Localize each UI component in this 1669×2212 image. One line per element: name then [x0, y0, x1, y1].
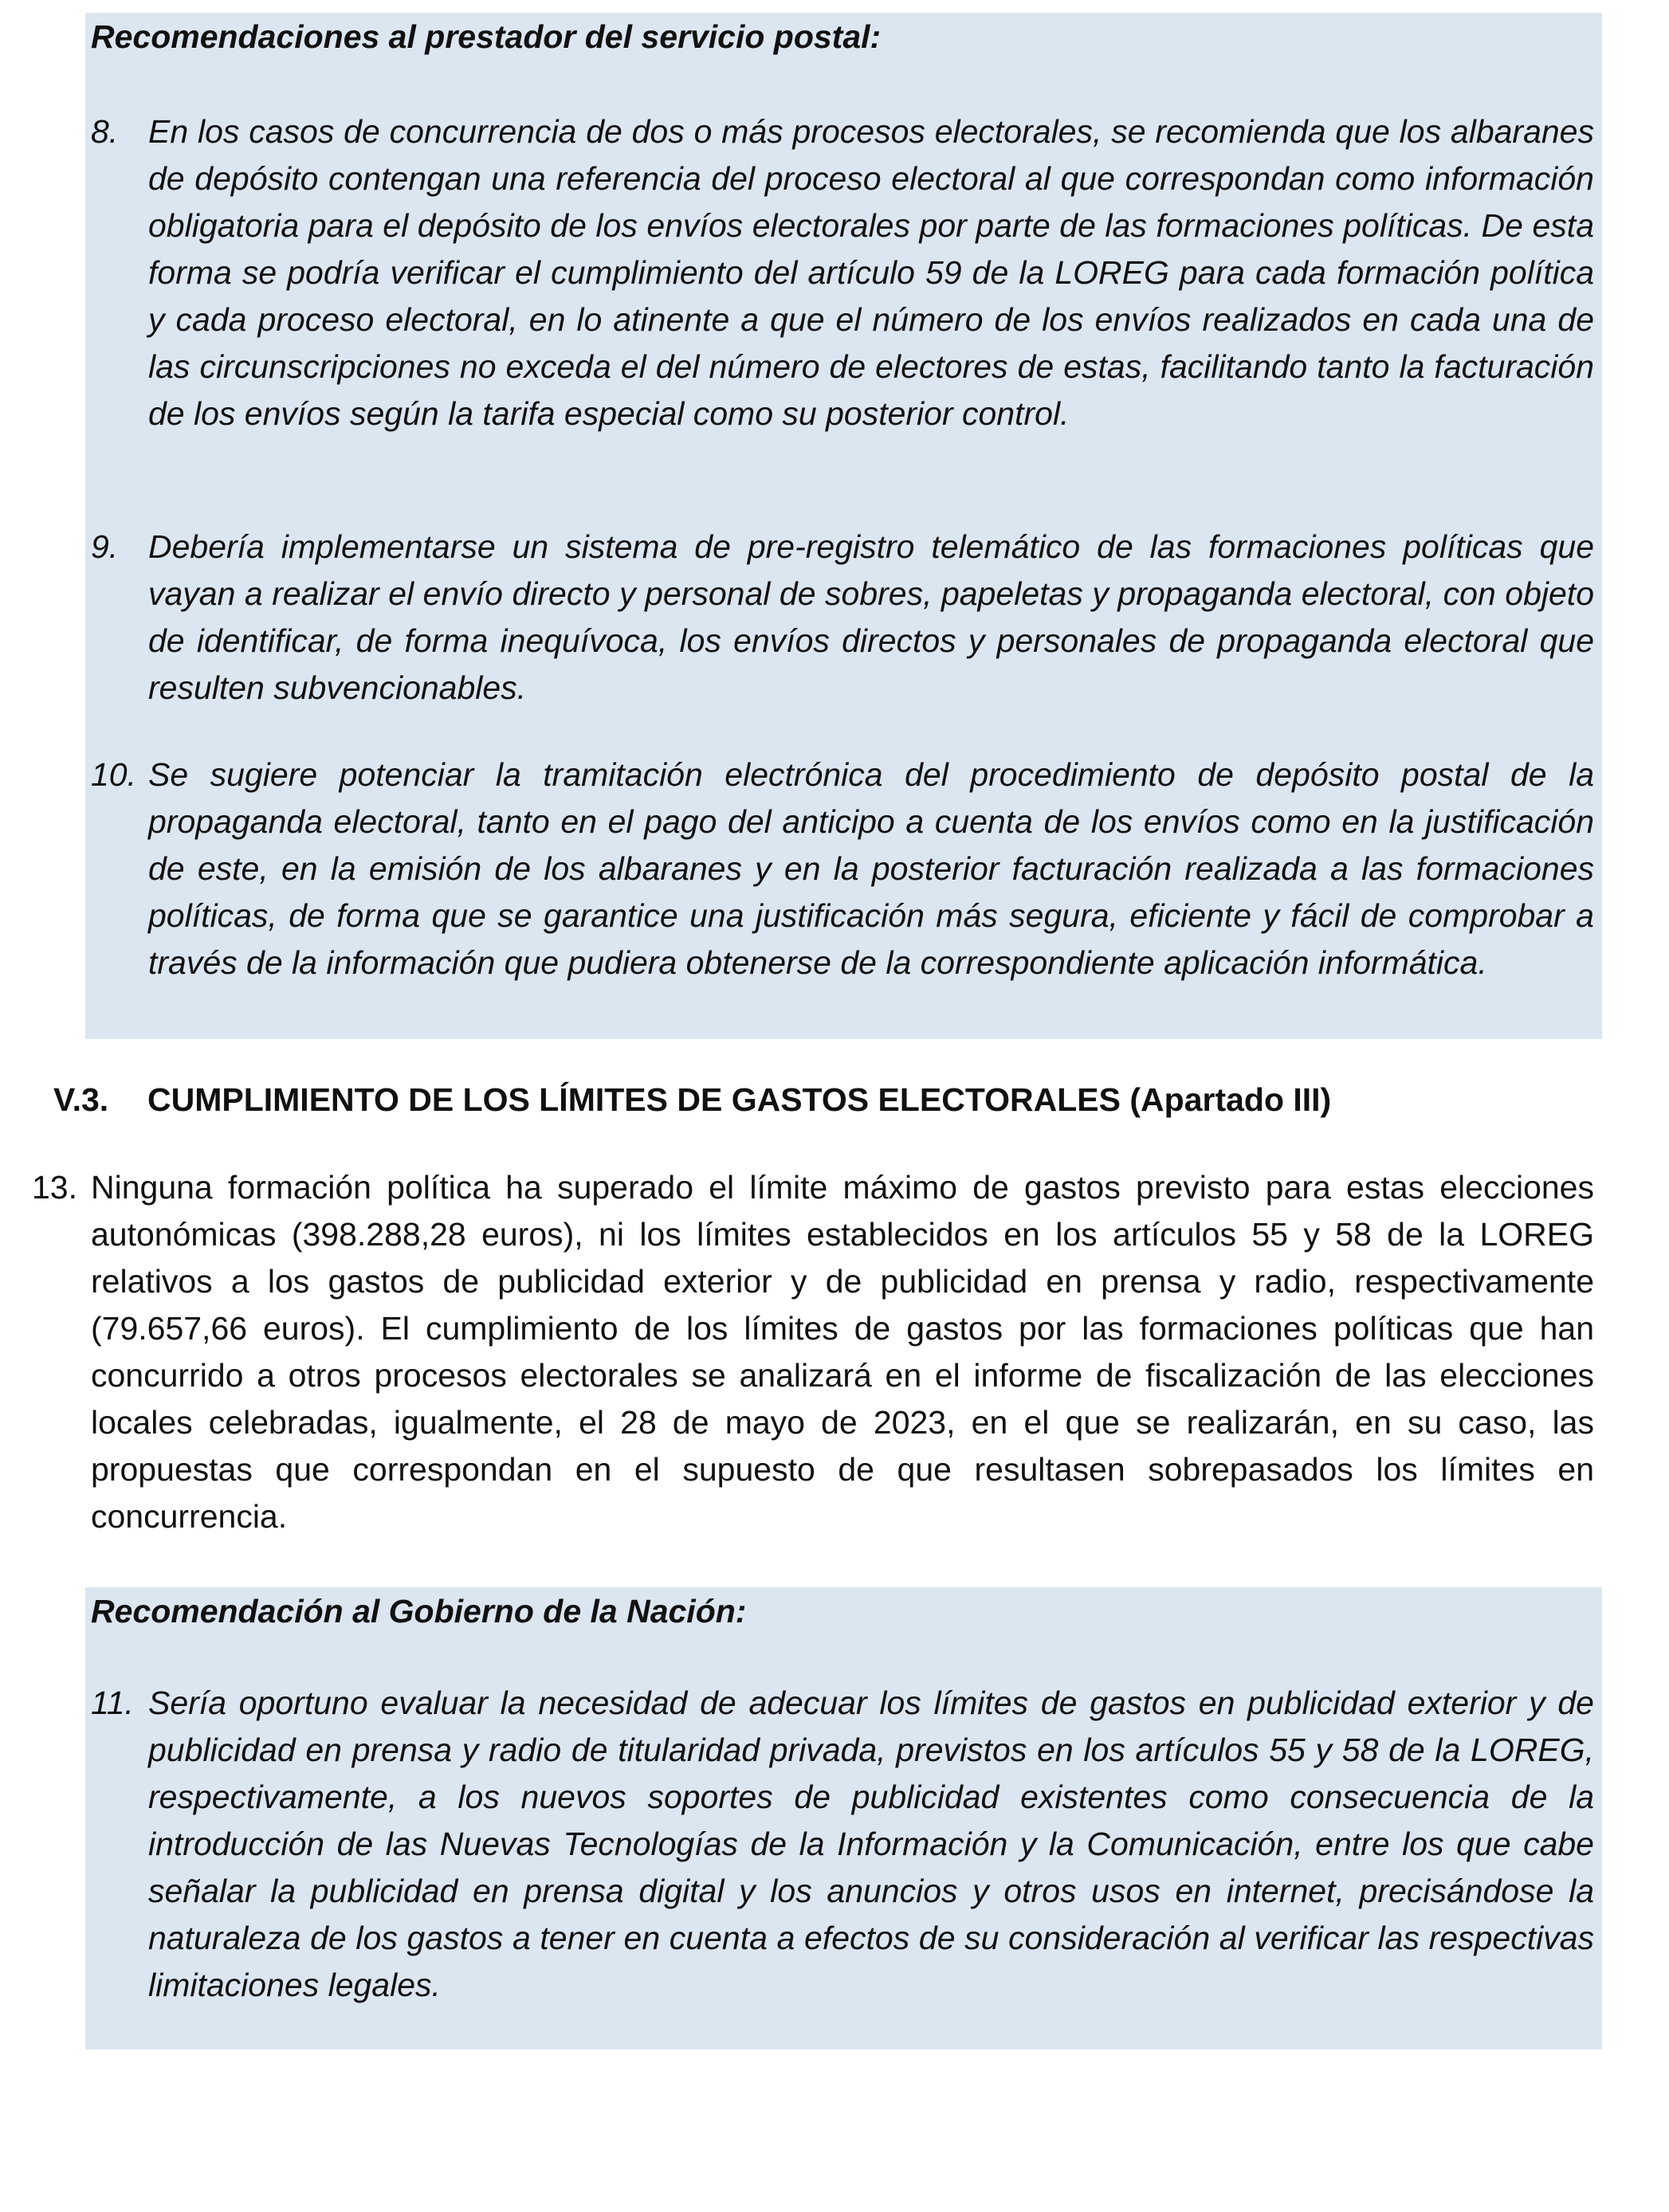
government-recommendation-heading: Recomendación al Gobierno de la Nación:: [91, 1593, 747, 1630]
paragraph-number: 13.: [32, 1169, 77, 1206]
recommendation-number: 10.: [91, 756, 136, 793]
recommendation-text: En los casos de concurrencia de dos o más procesos electorales, se recomienda que los albaranes de depósito contengan una referencia del proceso electoral al que correspondan como información obligatoria para el depósito de los envíos electorales por parte de las formaciones políticas. De esta forma se podría verificar el cumplimiento del artículo 59 de la LOREG para cada formación política y cada proceso electoral, en lo atinente a que el número de los envíos realizados en cada una de las circunscripciones no exceda el del número de electores de estas, facilitando tanto la facturación de los envíos según la tarifa especial como su posterior control.: [148, 113, 1594, 432]
recommendation-text: Sería oportuno evaluar la necesidad de adecuar los límites de gastos en publicidad exterior y de publicidad en prensa y radio de titularidad privada, previstos en los artículos 55 y 58 de la LOREG, respectivamente, a los nuevos soportes de publicidad existentes como consecuencia de la introducción de las Nuevas Tecnologías de la Información y la Comunicación, entre los que cabe señalar la publicidad en prensa digital y los anuncios y otros usos en internet, precisándose la naturaleza de los gastos a tener en cuenta a efectos de su consideración al verificar las respectivas limitaciones legales.: [148, 1684, 1594, 2003]
section-title: CUMPLIMIENTO DE LOS LÍMITES DE GASTOS ELECTORALES (Apartado III): [147, 1081, 1332, 1118]
section-heading: [53, 1076, 1331, 1124]
recommendation-number: 8.: [91, 113, 119, 150]
section-number: V.3.: [53, 1081, 109, 1118]
postal-recommendations-heading: Recomendaciones al prestador del servicio postal:: [91, 18, 882, 55]
recommendation-text: Debería implementarse un sistema de pre-registro telemático de las formaciones políticas que vayan a realizar el envío directo y personal de sobres, papeletas y propaganda electoral, con objeto de identificar, de forma inequívoca, los envíos directos y personales de propaganda electoral que resulten subvencionables.: [148, 528, 1594, 706]
recommendation-number: 11.: [91, 1684, 134, 1721]
paragraph-text: Ninguna formación política ha superado el límite máximo de gastos previsto para estas elecciones autonómicas (398.288,28 euros), ni los límites establecidos en los artículos 55 y 58 de la LOREG relativos a los gastos de publicidad exterior y de publicidad en prensa y radio, respectivamente (79.657,66 euros). El cumplimiento de los límites de gastos por las formaciones políticas que han concurrido a otros procesos electorales se analizará en el informe de fiscalización de las elecciones locales celebradas, igualmente, el 28 de mayo de 2023, en el que se realizarán, en su caso, las propuestas que correspondan en el supuesto de que resultasen sobrepasados los límites en concurrencia.: [91, 1169, 1594, 1535]
recommendation-number: 9.: [91, 528, 119, 565]
recommendation-text: Se sugiere potenciar la tramitación electrónica del procedimiento de depósito postal de la propaganda electoral, tanto en el pago del anticipo a cuenta de los envíos como en la justificación de este, en la emisión de los albaranes y en la posterior facturación realizada a las formaciones políticas, de forma que se garantice una justificación más segura, eficiente y fácil de comprobar a través de la información que pudiera obtenerse de la correspondiente aplicación informática.: [148, 756, 1594, 981]
